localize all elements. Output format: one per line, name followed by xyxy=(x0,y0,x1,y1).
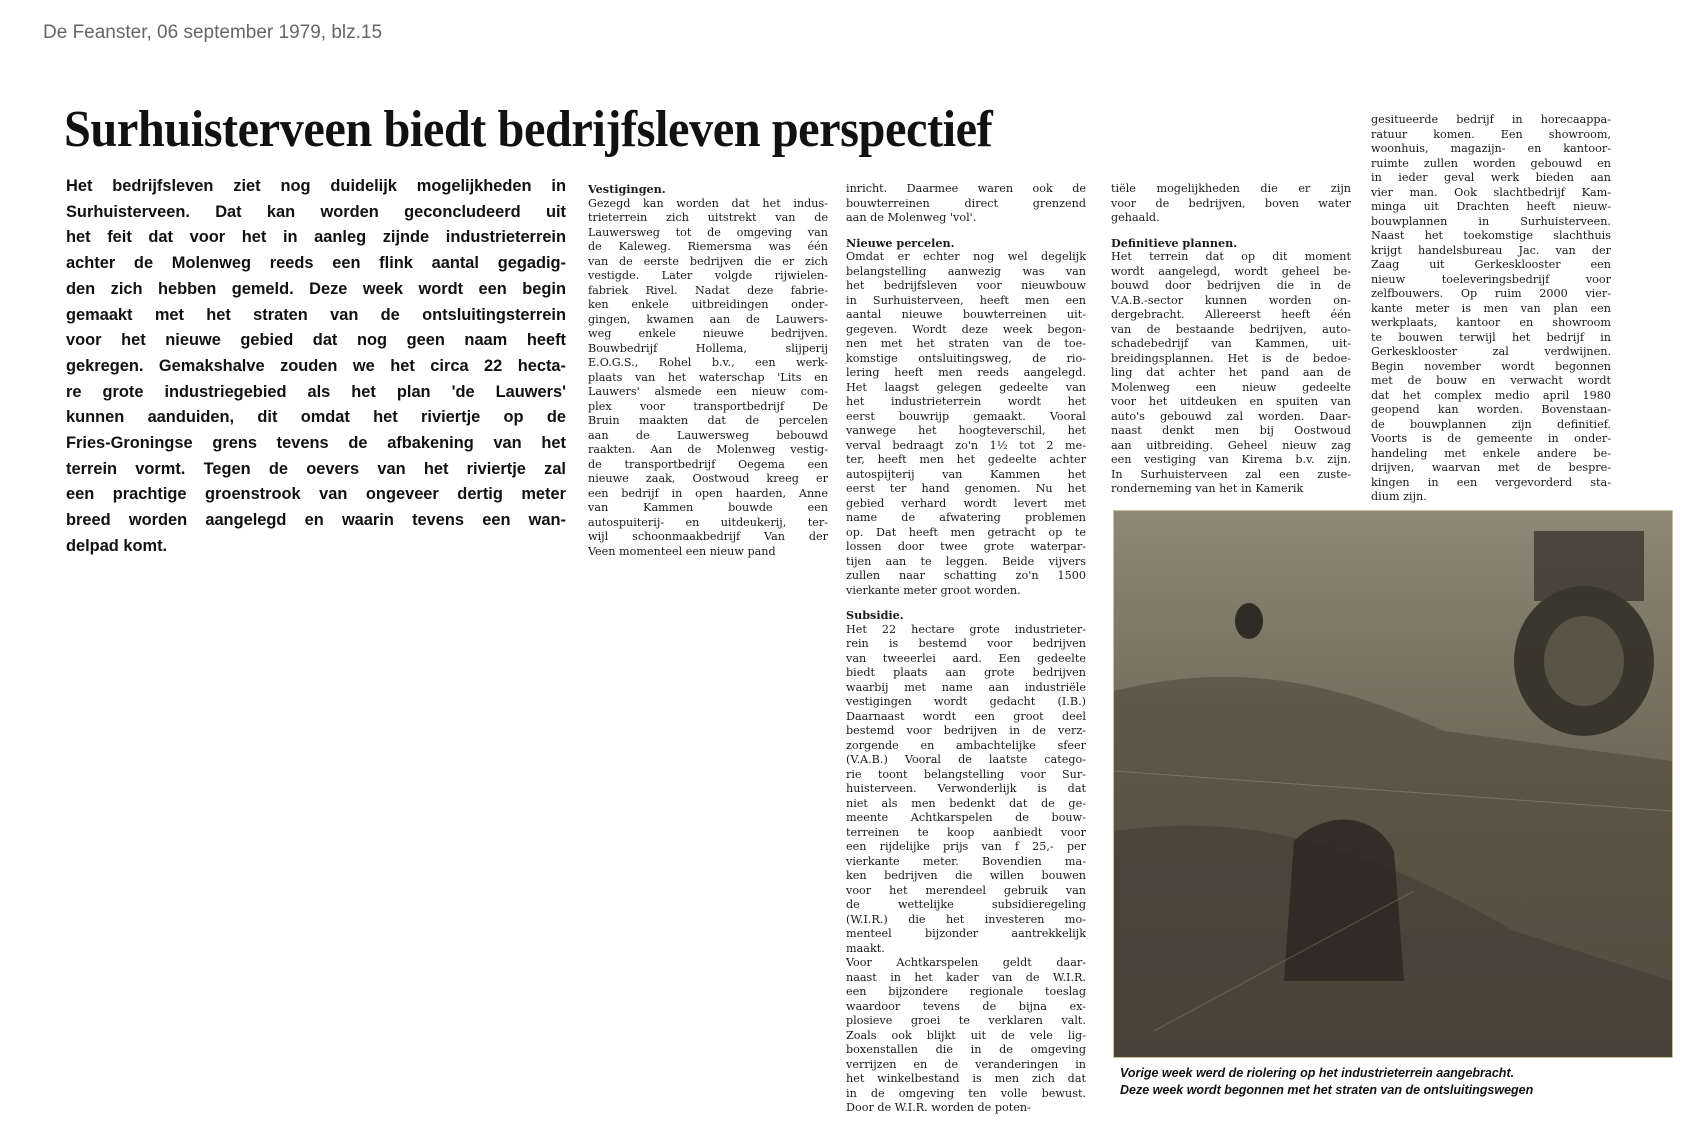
section-heading: Subsidie. xyxy=(846,608,904,622)
text-line: nen met het straten van de toe- xyxy=(846,337,1086,350)
text-line: met de bouw en verwacht wordt xyxy=(1371,374,1611,387)
text-line: ken bedrijven die willen bouwen xyxy=(846,869,1086,882)
text-line: zorgende en ambachtelijke sfeer xyxy=(846,738,1086,752)
text-line: ratuur komen. Een showroom, xyxy=(1371,127,1611,141)
text-line: boxenstallen die in de omgeving xyxy=(846,1043,1086,1056)
text-line: name de afwatering problemen xyxy=(846,511,1086,524)
text-line: drijven, waarvan met de bespre- xyxy=(1371,461,1611,474)
text-line: de bouwplannen zijn definitief. xyxy=(1371,417,1611,431)
lead-line: terrein vormt. Tegen de oevers van het riviertje zal xyxy=(66,459,566,478)
lead-line: gekregen. Gemakshalve zouden we het circa 22 hecta- xyxy=(66,356,566,375)
text-line: E.O.G.S., Rohel b.v., een werk- xyxy=(588,356,828,369)
photo-caption xyxy=(1120,1065,1533,1099)
text-line: tijen aan te leggen. Beide vijvers xyxy=(846,554,1086,568)
lead-paragraph xyxy=(66,174,566,560)
text-line: de Kaleweg. Riemersma was één xyxy=(588,240,828,253)
text-line: Begin november wordt begonnen xyxy=(1371,359,1611,373)
lead-line: voor het nieuwe gebied dat nog geen naam heeft xyxy=(66,331,566,350)
text-line: tiële mogelijkheden die er zijn xyxy=(1111,182,1351,195)
text-line: wijl schoonmaakbedrijf Van der xyxy=(588,530,828,543)
text-line: vanwege het hoogteverschil, het xyxy=(846,424,1086,437)
text-line: Voor Achtkarspelen geldt daar- xyxy=(846,956,1086,969)
lead-line: Het bedrijfsleven ziet nog duidelijk mogelijkheden in xyxy=(66,177,566,195)
lead-line: Fries-Groningse grens tevens de afbakening van het xyxy=(66,434,566,453)
text-line: gegeven. Wordt deze week begon- xyxy=(846,322,1086,336)
text-line: meente Achtkarspelen de bouw- xyxy=(846,811,1086,824)
text-line: zullen naar schatting zo'n 1500 xyxy=(846,569,1086,582)
text-line: Het laagst gelegen gedeelte van xyxy=(846,380,1086,394)
text-line: autospuiterij- en uitdeukerij, ter- xyxy=(588,515,828,529)
text-line: (V.A.B.) Vooral de laatste catego- xyxy=(846,753,1086,766)
text-line: huisterveen. Verwonderlijk is dat xyxy=(846,782,1086,795)
text-line: Het terrein dat op dit moment xyxy=(1111,250,1351,263)
text-line: raakten. Aan de Molenweg vestig- xyxy=(588,443,828,456)
text-line: Daarnaast wordt een groot deel xyxy=(846,709,1086,723)
text-line: in ieder geval werk bieden aan xyxy=(1371,171,1611,184)
text-line: de wettelijke subsidieregeling xyxy=(846,898,1086,911)
text-line: ken enkele uitbreidingen onder- xyxy=(588,298,828,311)
text-line: lossen door twee grote waterpar- xyxy=(846,540,1086,553)
text-line: het industrieterrein wordt het xyxy=(846,395,1086,408)
section-heading: Vestigingen. xyxy=(588,182,666,196)
construction-site-image xyxy=(1114,511,1672,1057)
lead-line: den zich hebben gemeld. Deze week wordt een begin xyxy=(66,279,566,298)
article-column-2 xyxy=(846,182,1086,1116)
headline: Surhuisterveen biedt bedrijfsleven perspectief xyxy=(64,101,993,158)
text-line: het winkelbestand is men zich dat xyxy=(846,1072,1086,1085)
text-line: in de omgeving ten volle bewust. xyxy=(846,1086,1086,1100)
text-line: voor het uitdeuken en spuiten van xyxy=(1111,395,1351,408)
lead-line: breed worden aangelegd en waarin tevens een wan- xyxy=(66,511,566,530)
text-line: te bouwen terwijl het bedrijf in xyxy=(1371,330,1611,344)
lead-line: delpad komt. xyxy=(66,536,168,555)
text-line: ling dat achter het pand aan de xyxy=(1111,366,1351,379)
text-line: plex voor transportbedrijf De xyxy=(588,399,828,413)
text-line: de transportbedrijf Oegema een xyxy=(588,457,828,471)
text-line: kingen in een vergevorderd sta- xyxy=(1371,475,1611,489)
lead-line: Surhuisterveen. Dat kan worden geconcludeerd uit xyxy=(66,202,566,221)
text-line: dergebracht. Allereerst heeft één xyxy=(1111,308,1351,321)
text-line: aan de Lauwersweg bebouwd xyxy=(588,428,828,442)
text-line: Naast het toekomstige slachthuis xyxy=(1371,229,1611,242)
text-line: een bijzondere regionale toeslag xyxy=(846,985,1086,998)
section-heading: Definitieve plannen. xyxy=(1111,235,1238,250)
text-line: vestigde. Later volgde rijwielen- xyxy=(588,269,828,282)
text-line: van de bestaande bedrijven, auto- xyxy=(1111,322,1351,336)
text-line: bouwd door bedrijven die in de xyxy=(1111,279,1351,292)
text-line: rein is bestemd voor bedrijven xyxy=(846,637,1086,650)
lead-line: kunnen aanduiden, dit omdat het riviertje op de xyxy=(66,408,566,427)
text-line: minga uit Drachten heeft nieuw- xyxy=(1371,200,1611,213)
text-line: in Surhuisterveen, heeft men een xyxy=(846,293,1086,307)
text-line: Gezegd kan worden dat het indus- xyxy=(588,196,828,210)
text-line: gesitueerde bedrijf in horecaappa- xyxy=(1371,113,1611,126)
text-line: rie toont belangstelling voor Sur- xyxy=(846,767,1086,781)
text-line: Gerkesklooster zal verdwijnen. xyxy=(1371,345,1611,358)
text-line: werkplaats, kantoor en showroom xyxy=(1371,316,1611,329)
text-line: V.A.B.-sector kunnen worden on- xyxy=(1111,293,1351,307)
construction-photo xyxy=(1113,510,1673,1058)
text-line: Het 22 hectare grote industrieter- xyxy=(846,622,1086,636)
text-line: ter, heeft men het gedeelte achter xyxy=(846,453,1086,466)
text-line: maakt. xyxy=(846,941,885,955)
text-line: plosieve groei te verklaren valt. xyxy=(846,1014,1086,1027)
text-line: een bedrijf in open haarden, Anne xyxy=(588,486,828,500)
text-line: ronderneming van het in Kamerik xyxy=(1111,482,1304,495)
text-line: lering heeft men reeds aangelegd. xyxy=(846,366,1086,379)
text-line: eerst bouwrijp gemaakt. Vooral xyxy=(846,409,1086,423)
text-line: autospijterij van Kammen het xyxy=(846,467,1086,481)
text-line: komstige ontsluitingsweg, de rio- xyxy=(846,351,1086,365)
text-line: Voorts is de gemeente in onder- xyxy=(1371,432,1611,445)
text-line: naast in het kader van de W.I.R. xyxy=(846,970,1086,984)
text-line: op. Dat heeft men getracht op te xyxy=(846,525,1086,539)
source-line: De Feanster, 06 september 1979, blz.15 xyxy=(43,22,383,43)
text-line: van Kammen bouwde een xyxy=(588,501,828,514)
text-line: fabriek Rivel. Nadat deze fabrie- xyxy=(588,283,828,297)
text-line: eerst ter hand genomen. Nu het xyxy=(846,482,1086,495)
text-line: Molenweg een nieuw gedeelte xyxy=(1111,380,1351,394)
text-line: Veen momenteel een nieuw pand xyxy=(588,544,776,558)
text-line: plaats van het waterschap 'Lits en xyxy=(588,370,828,384)
text-line: waardoor tevens de bijna ex- xyxy=(846,999,1086,1013)
text-line: een rijdelijke prijs van f 25,- per xyxy=(846,840,1086,853)
text-line: Lauwers' alsmede een nieuw com- xyxy=(588,385,828,398)
article-column-3 xyxy=(1111,182,1351,497)
text-line: vier man. Ook slachtbedrijf Kam- xyxy=(1371,185,1611,199)
caption-line: Vorige week werd de riolering op het industrieterrein aangebracht. xyxy=(1120,1066,1515,1080)
text-line: Lauwersweg tot de omgeving van xyxy=(588,225,828,239)
text-line: gebied verhard wordt levert met xyxy=(846,496,1086,510)
text-line: handeling met enkele andere be- xyxy=(1371,446,1611,460)
text-line: trieterrein zich uitstrekt van de xyxy=(588,211,828,224)
text-line: Zoals ook blijkt uit de vele lig- xyxy=(846,1028,1086,1042)
text-line: nieuwe zaak, Oostwoud kreeg er xyxy=(588,472,828,485)
text-line: (W.I.R.) die het investeren mo- xyxy=(846,912,1086,926)
caption-line: Deze week wordt begonnen met het straten van de ontsluitingswegen xyxy=(1120,1083,1534,1097)
text-line: Bouwbedrijf Hollema, slijperij xyxy=(588,341,828,355)
text-line: Omdat er echter nog wel degelijk xyxy=(846,250,1086,263)
paragraph-gap xyxy=(846,226,1086,236)
text-line: menteel bijzonder aantrekkelijk xyxy=(846,927,1086,940)
text-line: het bedrijfsleven voor nieuwbouw xyxy=(846,279,1086,292)
text-line: dat het complex medio april 1980 xyxy=(1371,388,1611,402)
text-line: In Surhuisterveen zal een zuste- xyxy=(1111,467,1351,481)
text-line: ruimte zullen worden gebouwd en xyxy=(1371,156,1611,170)
text-line: schadebedrijf van Kammen, uit- xyxy=(1111,337,1351,350)
section-heading: Nieuwe percelen. xyxy=(846,235,955,250)
text-line: van de eerste bedrijven die er zich xyxy=(588,254,828,268)
text-line: Bruin maakten dat de percelen xyxy=(588,414,828,427)
text-line: bouwplannen in Surhuisterveen. xyxy=(1371,214,1611,228)
text-line: van tweeerlei aard. Een gedeelte xyxy=(846,651,1086,665)
text-line: zelfbouwers. Op ruim 2000 vier- xyxy=(1371,287,1611,300)
text-line: Door de W.I.R. worden de poten- xyxy=(846,1101,1031,1114)
text-line: verval bedraagt zo'n 1½ tot 2 me- xyxy=(846,438,1086,452)
text-line: inricht. Daarmee waren ook de xyxy=(846,182,1086,195)
lead-line: re grote industriegebied als het plan 'de Lauwers' xyxy=(66,382,566,401)
text-line: geopend kan worden. Bovenstaan- xyxy=(1371,403,1611,416)
text-line: verrijzen en de veranderingen in xyxy=(846,1057,1086,1071)
text-line: breidingsplannen. Het is de bedoe- xyxy=(1111,351,1351,365)
text-line: aan de Molenweg 'vol'. xyxy=(846,211,977,224)
text-line: gehaald. xyxy=(1111,211,1160,224)
text-line: vierkante meter. Bovendien ma- xyxy=(846,854,1086,868)
text-line: een vestiging van Kirema b.v. zijn. xyxy=(1111,453,1351,466)
text-line: bouwterreinen direct grenzend xyxy=(846,196,1086,210)
lead-line: een prachtige groenstrook van ongeveer dertig meter xyxy=(66,485,566,504)
text-line: aan uitbreiding. Geheel nieuw zag xyxy=(1111,438,1351,452)
text-line: wordt aangelegd, wordt geheel be- xyxy=(1111,264,1351,278)
text-line: bestemd voor bedrijven in de verz- xyxy=(846,724,1086,737)
text-line: dium zijn. xyxy=(1371,490,1427,503)
text-line: nieuw toeleveringsbedrijf voor xyxy=(1371,272,1611,286)
lead-line: gemaakt met het straten van de ontsluitingsterrein xyxy=(66,305,566,324)
text-line: naast denkt men bij Oostwoud xyxy=(1111,424,1351,437)
text-line: belangstelling aanwezig was van xyxy=(846,264,1086,278)
text-line: auto's gebouwd zal worden. Daar- xyxy=(1111,409,1351,423)
article-column-4 xyxy=(1371,113,1611,505)
text-line: waarbij met name aan industriële xyxy=(846,680,1086,694)
text-line: voor het merendeel gebruik van xyxy=(846,883,1086,897)
text-line: vestigingen wordt gedacht (I.B.) xyxy=(846,695,1086,708)
lead-line: het feit dat voor het in aanleg zijnde industrieterrein xyxy=(66,228,566,247)
paragraph-gap xyxy=(1111,226,1351,236)
text-line: krijgt handelsbureau Jac. van der xyxy=(1371,243,1611,257)
text-line: voor de bedrijven, boven water xyxy=(1111,196,1351,210)
text-line: terreinen te koop aanbiedt voor xyxy=(846,825,1086,839)
text-line: Zaag uit Gerkesklooster een xyxy=(1371,258,1611,271)
text-line: biedt plaats aan grote bedrijven xyxy=(846,666,1086,679)
text-line: vierkante meter groot worden. xyxy=(846,583,1021,597)
text-line: weg enkele nieuwe bedrijven. xyxy=(588,327,828,340)
text-line: kante meter is men van plan een xyxy=(1371,301,1611,315)
text-line: gingen, kwamen aan de Lauwers- xyxy=(588,312,828,326)
paragraph-gap xyxy=(846,598,1086,608)
text-line: niet als men bedenkt dat de ge- xyxy=(846,796,1086,810)
text-line: woonhuis, magazijn- en kantoor- xyxy=(1371,142,1611,155)
article-column-1 xyxy=(588,182,828,559)
lead-line: achter de Molenweg reeds een flink aantal gegadig- xyxy=(66,254,566,273)
text-line: aantal nieuwe bouwterreinen uit- xyxy=(846,308,1086,321)
